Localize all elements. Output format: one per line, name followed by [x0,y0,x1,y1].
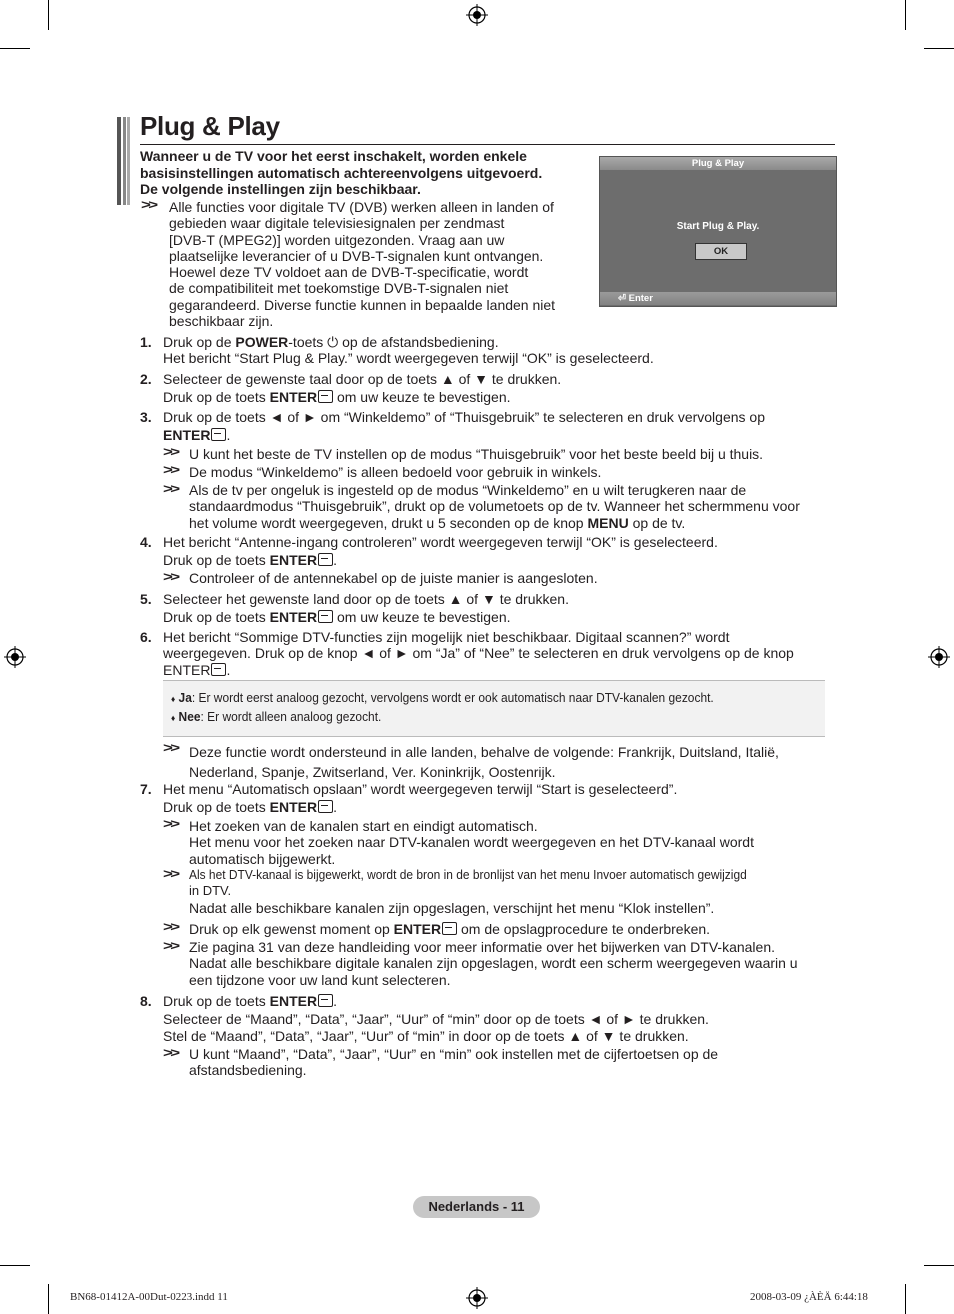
step-2: Selecteer de gewenste taal door op de toets ▲ of ▼ te drukken. Druk op de toets ENTER om uw keuze te bevestigen. [163,371,562,406]
registration-mark-icon [466,4,488,26]
option-ja: ♦ Ja: Er wordt eerst analoog gezocht, vervolgens wordt er ook automatisch naar DTV-kanalen gezocht. [171,690,714,705]
intro-line: De volgende instellingen zijn beschikbaar. [140,181,421,197]
dvb-note: Alle functies voor digitale TV (DVB) werken alleen in landen of gebieden waar digitale televisiesignalen per zendmast [DVB-T (MPEG2)] worden uitgezonden. Vraag aan uw plaatselijke leverancier of u DVB-T-signalen kunt ontvangen. Hoewel deze TV voldoet aan de DVB-T-specificatie, wordt de compatibiliteit met toekomstige DVB-T-signalen niet gegarandeerd. Diverse functie kunnen in bepaalde landen niet beschikbaar zijn. [169,199,556,330]
note-text: U kunt “Maand”, “Data”, “Jaar”, “Uur” en “min” ook instellen met de cijfertoetsen op de afstandsbediening. [189,1046,719,1079]
step-7: Het menu “Automatisch opslaan” wordt weergegeven terwijl “Start is geselecteerd”. Druk op de toets ENTER . [163,781,678,816]
enter-icon: ⏎ [618,293,626,304]
ok-button: OK [695,243,747,260]
note-arrow-icon: >> [163,938,178,953]
crop-mark [924,1265,954,1266]
title-divider [140,144,835,145]
crop-mark [48,0,49,30]
step-number: 5. [140,591,152,607]
note-text: Als de tv per ongeluk is ingesteld op de modus “Winkeldemo” en u wilt terugkeren naar de standaardmodus “Thuisgebruik”, drukt op de volumetoets op de tv. Wanneer het schermmenu voor het volume wordt weergegeven, drukt u 5 seconden op de knop MENU op de tv. [189,482,800,531]
step-1: Druk op de POWER-toets ⏻ op de afstandsbediening. Het bericht “Start Plug & Play.” wordt weergegeven terwijl “OK” is geselecteerd. [163,334,654,367]
note-arrow-icon: >> [163,866,178,881]
heading-decoration [117,117,130,205]
crop-mark [48,1284,49,1314]
enter-icon [318,994,333,1007]
note-text: Als het DTV-kanaal is bijgewerkt, wordt de bron in de bronlijst van het menu Invoer automatisch gewijzigd in DTV. Nadat alle beschikbare kanalen zijn opgeslagen, verschijnt het menu “Klok instellen”. [189,867,747,916]
note-text: Zie pagina 31 van deze handleiding voor meer informatie over het bijwerken van DTV-kanalen. Nadat alle beschikbare digitale kanalen zijn opgeslagen, wordt een scherm weergegeven waarin u een tijdzone voor uw land kunt selecteren. [189,939,798,988]
step-number: 6. [140,629,152,645]
note-arrow-icon: >> [163,462,178,477]
crop-mark [905,0,906,30]
page-title: Plug & Play [140,111,280,141]
note-arrow-icon: >> [163,919,178,934]
note-arrow-icon: >> [141,197,156,212]
tv-screen-footer: ⏎ Enter [600,292,836,305]
enter-icon [211,663,226,676]
note-arrow-icon: >> [163,481,178,496]
step-4: Het bericht “Antenne-ingang controleren” wordt weergegeven terwijl “OK” is geselecteerd. Druk op de toets ENTER . [163,534,718,569]
note-arrow-icon: >> [163,740,178,755]
note-text: U kunt het beste de TV instellen op de modus “Thuisgebruik” voor het beste beeld bij u thuis. [189,446,764,462]
enter-icon [318,390,333,403]
crop-mark [905,1284,906,1314]
step-number: 2. [140,371,152,387]
intro-text [140,148,585,198]
note-text: De modus “Winkeldemo” is alleen bedoeld voor gebruik in winkels. [189,464,602,480]
note-arrow-icon: >> [163,444,178,459]
tv-screen-header: Plug & Play [600,157,836,170]
crop-mark [0,1265,30,1266]
step-number: 4. [140,534,152,550]
scan-options-box [163,680,825,737]
enter-icon [442,922,457,935]
crop-mark [924,48,954,49]
note-arrow-icon: >> [163,816,178,831]
note-text: Het zoeken van de kanalen start en eindigt automatisch. Het menu voor het zoeken naar DTV-kanalen wordt weergegeven en het DTV-kanaal wordt automatisch bijgewerkt. [189,818,754,867]
note-arrow-icon: >> [163,569,178,584]
enter-icon [211,428,226,441]
tv-screen-illustration [599,156,837,307]
intro-line: basisinstellingen automatisch achtereenvolgens uitgevoerd. [140,164,543,181]
note-text: Deze functie wordt ondersteund in alle landen, behalve de volgende: Frankrijk, Duitsland, Italië, Nederland, Spanje, Zwitserland, Ver. Koninkrijk, Oostenrijk. [189,744,779,780]
step-6: Het bericht “Sommige DTV-functies zijn mogelijk niet beschikbaar. Digitaal scannen?” wordt weergegeven. Druk op de knop ◄ of ► om “Ja” of “Nee” te selecteren en druk vervolgens op de knop ENTER . [163,629,794,678]
intro-line: Wanneer u de TV voor het eerst inschakelt, worden enkele [140,148,527,164]
note-text: Controleer of de antennekabel op de juiste manier is aangesloten. [189,570,598,586]
print-slug-left: BN68-01412A-00Dut-0223.indd 11 [70,1291,228,1303]
tv-screen-message: Start Plug & Play. [676,221,760,232]
enter-icon [318,800,333,813]
note-arrow-icon: >> [163,1045,178,1060]
page-number-badge: Nederlands - 11 [413,1196,540,1218]
print-slug-right: 2008-03-09 ¿ÀÈÄ 6:44:18 [750,1291,868,1303]
step-number: 1. [140,334,152,350]
step-number: 3. [140,409,152,425]
registration-mark-icon [928,646,950,668]
step-number: 8. [140,993,152,1009]
registration-mark-icon [4,646,26,668]
crop-mark [0,48,30,49]
registration-mark-icon [466,1287,488,1309]
step-8: Druk op de toets ENTER . Selecteer de “Maand”, “Data”, “Jaar”, “Uur” of “min” door op de toets ◄ of ► te drukken. Stel de “Maand”, “Data”, “Jaar”, “Uur” of “min” in door op de toets ▲ of ▼ te drukken. [163,993,709,1044]
enter-icon [318,610,333,623]
step-5: Selecteer het gewenste land door op de toets ▲ of ▼ te drukken. Druk op de toets ENTER om uw keuze te bevestigen. [163,591,569,626]
step-3: Druk op de toets ◄ of ► om “Winkeldemo” of “Thuisgebruik” te selecteren en druk vervolgens op ENTER . [163,409,765,444]
note-text: Druk op elk gewenst moment op ENTER om de opslagprocedure te onderbreken. [189,921,711,937]
enter-icon [318,553,333,566]
step-number: 7. [140,781,152,797]
option-nee: ♦ Nee: Er wordt alleen analoog gezocht. [171,709,382,724]
